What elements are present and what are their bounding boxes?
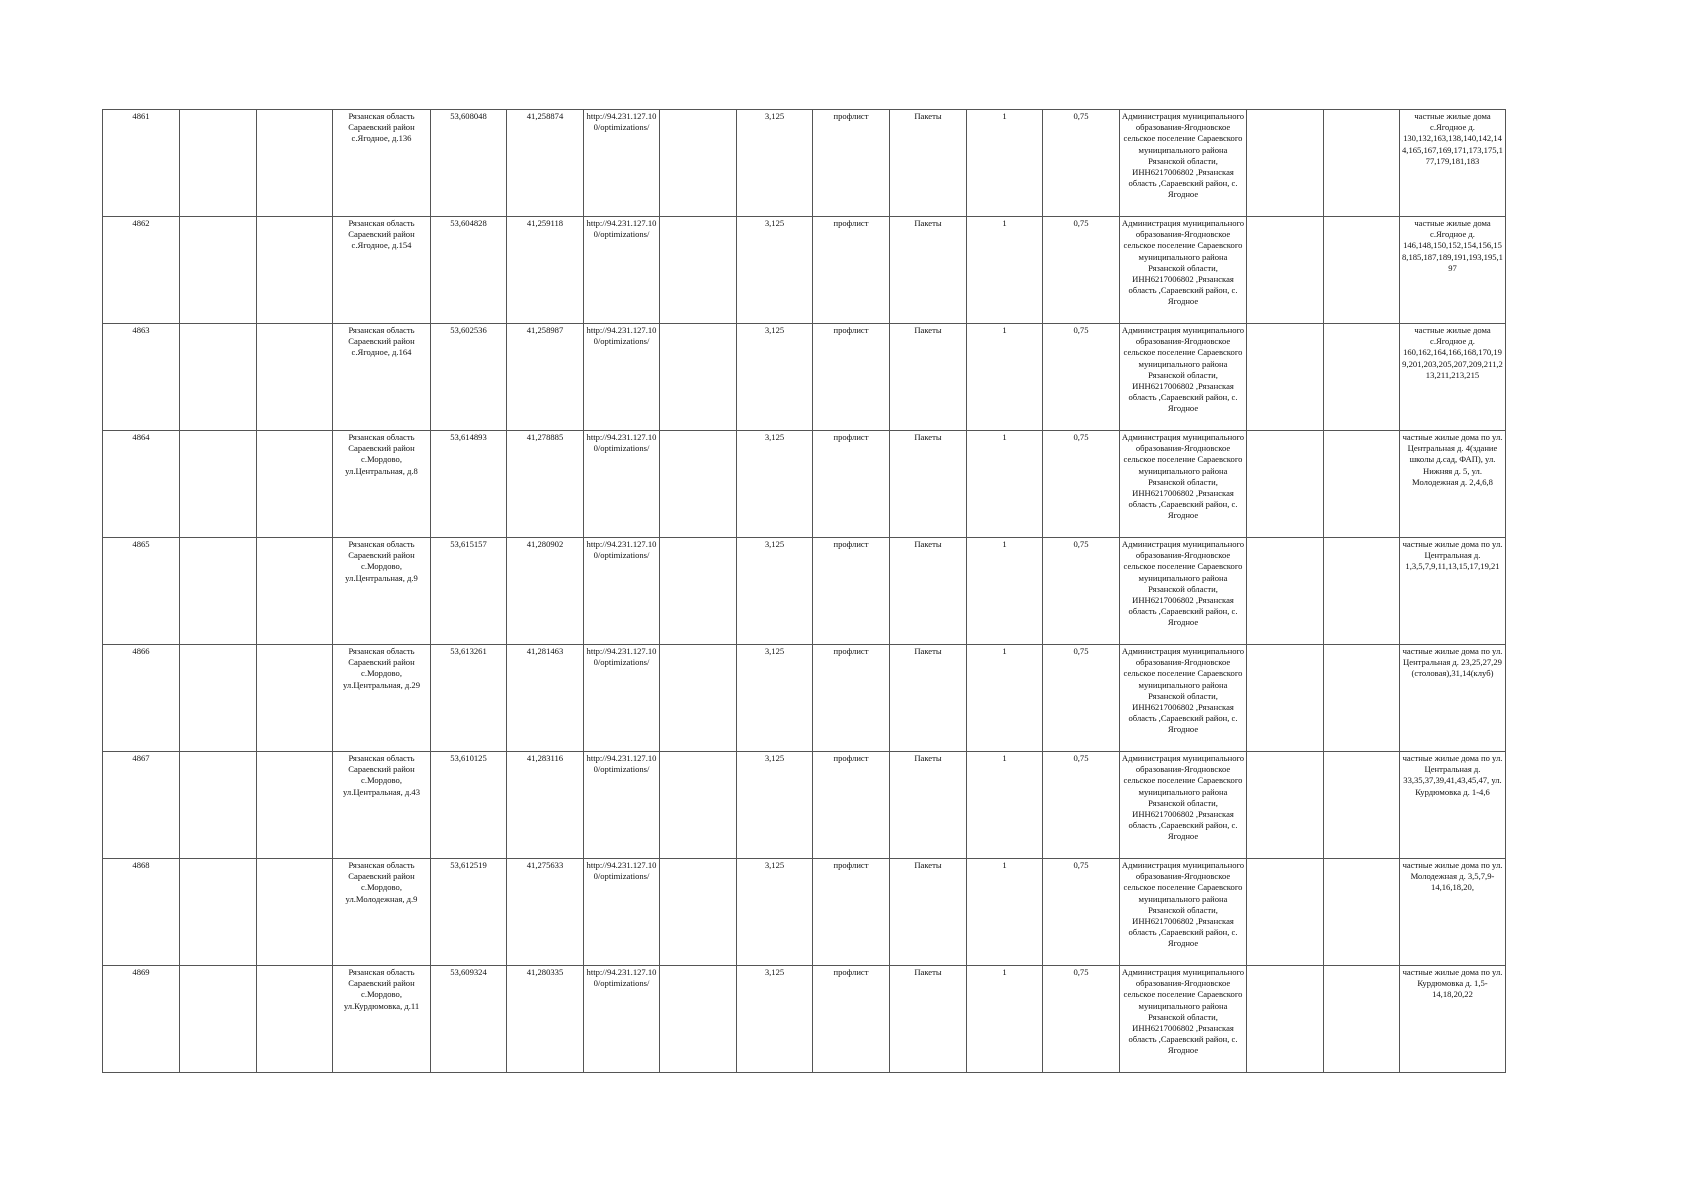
cell-empty [257, 752, 333, 859]
cell-empty [257, 645, 333, 752]
cell-longitude: 41,281463 [507, 645, 584, 752]
cell-container-type: Пакеты [890, 645, 967, 752]
cell-area: 3,125 [737, 859, 813, 966]
cell-volume: 0,75 [1043, 752, 1120, 859]
cell-container-count: 1 [967, 859, 1043, 966]
cell-longitude: 41,280902 [507, 538, 584, 645]
cell-empty [1247, 859, 1324, 966]
cell-longitude: 41,278885 [507, 431, 584, 538]
cell-empty [660, 431, 737, 538]
cell-material: профлист [813, 645, 890, 752]
cell-material: профлист [813, 217, 890, 324]
cell-empty [180, 217, 257, 324]
cell-latitude: 53,613261 [431, 645, 507, 752]
table-body [103, 110, 1506, 1073]
cell-url: http://94.231.127.10 0/optimizations/ [584, 966, 660, 1073]
cell-id: 4863 [103, 324, 180, 431]
cell-empty [1247, 538, 1324, 645]
cell-id: 4861 [103, 110, 180, 217]
cell-sources: частные жилые дома с.Ягодное д. 130,132,163,138,140,142,144,165,167,169,171,173,175,177,179,181,183 [1400, 110, 1506, 217]
cell-area: 3,125 [737, 966, 813, 1073]
cell-empty [180, 538, 257, 645]
cell-empty [1324, 324, 1400, 431]
cell-longitude: 41,258987 [507, 324, 584, 431]
cell-container-count: 1 [967, 966, 1043, 1073]
cell-owner: Администрация муниципального образования-Ягодновское сельское поселение Сараевского муниципального района Рязанской области, ИНН6217006802 ,Рязанская область ,Сараевский район, с. Ягодное [1120, 538, 1247, 645]
cell-empty [180, 966, 257, 1073]
cell-owner: Администрация муниципального образования-Ягодновское сельское поселение Сараевского муниципального района Рязанской области, ИНН6217006802 ,Рязанская область ,Сараевский район, с. Ягодное [1120, 110, 1247, 217]
cell-owner: Администрация муниципального образования-Ягодновское сельское поселение Сараевского муниципального района Рязанской области, ИНН6217006802 ,Рязанская область ,Сараевский район, с. Ягодное [1120, 324, 1247, 431]
cell-latitude: 53,612519 [431, 859, 507, 966]
cell-container-type: Пакеты [890, 431, 967, 538]
cell-id: 4864 [103, 431, 180, 538]
cell-longitude: 41,258874 [507, 110, 584, 217]
cell-latitude: 53,610125 [431, 752, 507, 859]
cell-latitude: 53,615157 [431, 538, 507, 645]
cell-owner: Администрация муниципального образования-Ягодновское сельское поселение Сараевского муниципального района Рязанской области, ИНН6217006802 ,Рязанская область ,Сараевский район, с. Ягодное [1120, 966, 1247, 1073]
cell-sources: частные жилые дома по ул. Центральная д. 33,35,37,39,41,43,45,47, ул. Курдюмовка д. 1-4,6 [1400, 752, 1506, 859]
cell-sources: частные жилые дома по ул. Курдюмовка д. 1,5-14,18,20,22 [1400, 966, 1506, 1073]
cell-empty [660, 752, 737, 859]
cell-empty [257, 431, 333, 538]
table-row [103, 966, 1506, 1073]
cell-container-count: 1 [967, 645, 1043, 752]
cell-area: 3,125 [737, 217, 813, 324]
cell-empty [660, 110, 737, 217]
cell-material: профлист [813, 324, 890, 431]
cell-area: 3,125 [737, 645, 813, 752]
cell-volume: 0,75 [1043, 110, 1120, 217]
cell-sources: частные жилые дома с.Ягодное д. 146,148,150,152,154,156,158,185,187,189,191,193,195,197 [1400, 217, 1506, 324]
cell-address: Рязанская область Сараевский район с.Мордово, ул.Центральная, д.9 [333, 538, 431, 645]
cell-volume: 0,75 [1043, 324, 1120, 431]
cell-id: 4862 [103, 217, 180, 324]
cell-empty [660, 538, 737, 645]
table-row [103, 110, 1506, 217]
cell-longitude: 41,259118 [507, 217, 584, 324]
cell-container-type: Пакеты [890, 538, 967, 645]
cell-sources: частные жилые дома по ул. Центральная д. 23,25,27,29 (столовая),31,14(клуб) [1400, 645, 1506, 752]
cell-empty [660, 859, 737, 966]
cell-container-type: Пакеты [890, 859, 967, 966]
cell-empty [257, 217, 333, 324]
registry-table [102, 109, 1506, 1073]
cell-url: http://94.231.127.10 0/optimizations/ [584, 217, 660, 324]
cell-empty [1324, 966, 1400, 1073]
cell-empty [257, 324, 333, 431]
cell-area: 3,125 [737, 431, 813, 538]
cell-material: профлист [813, 110, 890, 217]
cell-address: Рязанская область Сараевский район с.Мордово, ул.Центральная, д.29 [333, 645, 431, 752]
cell-container-count: 1 [967, 217, 1043, 324]
cell-container-type: Пакеты [890, 110, 967, 217]
cell-empty [1324, 217, 1400, 324]
cell-sources: частные жилые дома по ул. Центральная д. 4(здание школы д.сад, ФАП), ул. Нижняя д. 5, ул. Молодежная д. 2,4,6,8 [1400, 431, 1506, 538]
cell-empty [257, 538, 333, 645]
cell-empty [1247, 110, 1324, 217]
cell-volume: 0,75 [1043, 538, 1120, 645]
cell-empty [1247, 324, 1324, 431]
cell-latitude: 53,602536 [431, 324, 507, 431]
cell-volume: 0,75 [1043, 645, 1120, 752]
cell-empty [1247, 217, 1324, 324]
cell-address: Рязанская область Сараевский район с.Мордово, ул.Центральная, д.43 [333, 752, 431, 859]
cell-empty [180, 859, 257, 966]
cell-material: профлист [813, 431, 890, 538]
cell-empty [1324, 645, 1400, 752]
cell-empty [1247, 752, 1324, 859]
cell-latitude: 53,604828 [431, 217, 507, 324]
cell-address: Рязанская область Сараевский район с.Ягодное, д.154 [333, 217, 431, 324]
cell-volume: 0,75 [1043, 859, 1120, 966]
cell-url: http://94.231.127.10 0/optimizations/ [584, 324, 660, 431]
cell-empty [1247, 431, 1324, 538]
cell-container-count: 1 [967, 538, 1043, 645]
cell-area: 3,125 [737, 752, 813, 859]
cell-owner: Администрация муниципального образования-Ягодновское сельское поселение Сараевского муниципального района Рязанской области, ИНН6217006802 ,Рязанская область ,Сараевский район, с. Ягодное [1120, 752, 1247, 859]
cell-container-type: Пакеты [890, 217, 967, 324]
cell-address: Рязанская область Сараевский район с.Ягодное, д.136 [333, 110, 431, 217]
cell-address: Рязанская область Сараевский район с.Мордово, ул.Молодежная, д.9 [333, 859, 431, 966]
cell-id: 4865 [103, 538, 180, 645]
cell-volume: 0,75 [1043, 217, 1120, 324]
cell-owner: Администрация муниципального образования-Ягодновское сельское поселение Сараевского муниципального района Рязанской области, ИНН6217006802 ,Рязанская область ,Сараевский район, с. Ягодное [1120, 217, 1247, 324]
cell-empty [1324, 752, 1400, 859]
cell-empty [1247, 645, 1324, 752]
cell-url: http://94.231.127.10 0/optimizations/ [584, 538, 660, 645]
cell-empty [660, 966, 737, 1073]
cell-container-type: Пакеты [890, 966, 967, 1073]
cell-container-type: Пакеты [890, 752, 967, 859]
cell-empty [1247, 966, 1324, 1073]
cell-id: 4869 [103, 966, 180, 1073]
cell-empty [660, 217, 737, 324]
cell-address: Рязанская область Сараевский район с.Мордово, ул.Курдюмовка, д.11 [333, 966, 431, 1073]
cell-empty [1324, 431, 1400, 538]
cell-material: профлист [813, 859, 890, 966]
cell-empty [660, 645, 737, 752]
cell-area: 3,125 [737, 538, 813, 645]
cell-volume: 0,75 [1043, 966, 1120, 1073]
cell-container-count: 1 [967, 431, 1043, 538]
cell-id: 4866 [103, 645, 180, 752]
cell-address: Рязанская область Сараевский район с.Ягодное, д.164 [333, 324, 431, 431]
cell-longitude: 41,283116 [507, 752, 584, 859]
cell-container-count: 1 [967, 324, 1043, 431]
cell-volume: 0,75 [1043, 431, 1120, 538]
cell-sources: частные жилые дома по ул. Молодежная д. 3,5,7,9-14,16,18,20, [1400, 859, 1506, 966]
cell-sources: частные жилые дома по ул. Центральная д. 1,3,5,7,9,11,13,15,17,19,21 [1400, 538, 1506, 645]
cell-url: http://94.231.127.10 0/optimizations/ [584, 431, 660, 538]
cell-material: профлист [813, 966, 890, 1073]
cell-empty [180, 110, 257, 217]
table-row [103, 752, 1506, 859]
cell-url: http://94.231.127.10 0/optimizations/ [584, 645, 660, 752]
table-row [103, 217, 1506, 324]
cell-container-type: Пакеты [890, 324, 967, 431]
table-row [103, 645, 1506, 752]
table-row [103, 859, 1506, 966]
cell-owner: Администрация муниципального образования-Ягодновское сельское поселение Сараевского муниципального района Рязанской области, ИНН6217006802 ,Рязанская область ,Сараевский район, с. Ягодное [1120, 645, 1247, 752]
cell-owner: Администрация муниципального образования-Ягодновское сельское поселение Сараевского муниципального района Рязанской области, ИНН6217006802 ,Рязанская область ,Сараевский район, с. Ягодное [1120, 431, 1247, 538]
table-row [103, 324, 1506, 431]
cell-area: 3,125 [737, 324, 813, 431]
cell-empty [180, 645, 257, 752]
cell-container-count: 1 [967, 752, 1043, 859]
cell-material: профлист [813, 752, 890, 859]
cell-longitude: 41,280335 [507, 966, 584, 1073]
cell-id: 4868 [103, 859, 180, 966]
cell-empty [257, 110, 333, 217]
cell-container-count: 1 [967, 110, 1043, 217]
cell-empty [180, 431, 257, 538]
cell-empty [1324, 859, 1400, 966]
cell-address: Рязанская область Сараевский район с.Мордово, ул.Центральная, д.8 [333, 431, 431, 538]
cell-empty [1324, 110, 1400, 217]
cell-empty [660, 324, 737, 431]
table-row [103, 431, 1506, 538]
cell-material: профлист [813, 538, 890, 645]
cell-empty [180, 324, 257, 431]
cell-sources: частные жилые дома с.Ягодное д. 160,162,164,166,168,170,199,201,203,205,207,209,211,213,211,213,215 [1400, 324, 1506, 431]
cell-empty [180, 752, 257, 859]
cell-id: 4867 [103, 752, 180, 859]
table-row [103, 538, 1506, 645]
cell-latitude: 53,609324 [431, 966, 507, 1073]
cell-empty [1324, 538, 1400, 645]
cell-latitude: 53,608048 [431, 110, 507, 217]
cell-area: 3,125 [737, 110, 813, 217]
cell-longitude: 41,275633 [507, 859, 584, 966]
cell-url: http://94.231.127.10 0/optimizations/ [584, 859, 660, 966]
cell-url: http://94.231.127.10 0/optimizations/ [584, 752, 660, 859]
cell-owner: Администрация муниципального образования-Ягодновское сельское поселение Сараевского муниципального района Рязанской области, ИНН6217006802 ,Рязанская область ,Сараевский район, с. Ягодное [1120, 859, 1247, 966]
cell-url: http://94.231.127.10 0/optimizations/ [584, 110, 660, 217]
cell-latitude: 53,614893 [431, 431, 507, 538]
cell-empty [257, 966, 333, 1073]
cell-empty [257, 859, 333, 966]
